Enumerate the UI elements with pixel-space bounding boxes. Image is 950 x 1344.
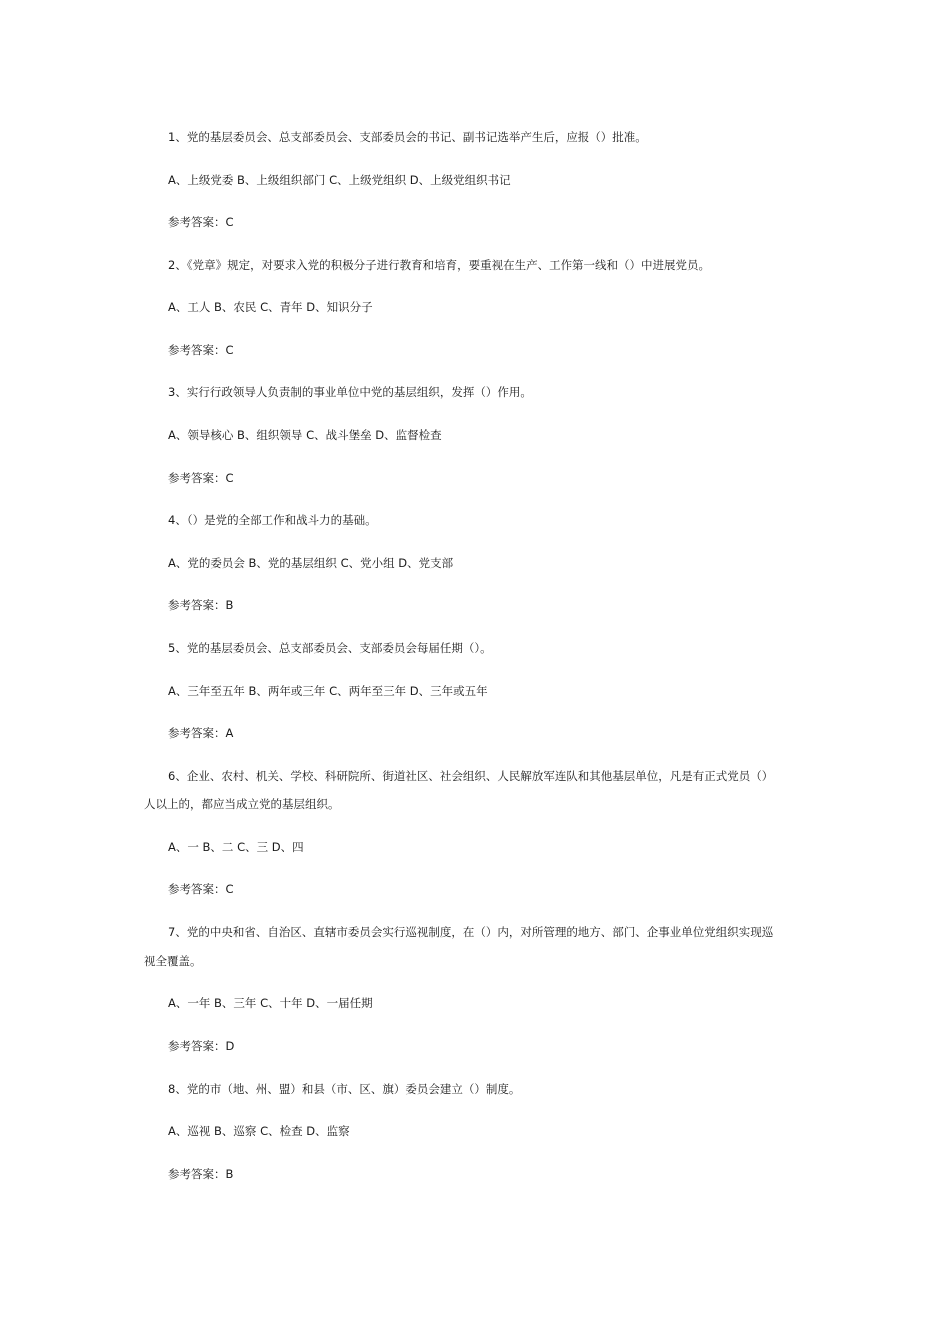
question-answer: 参考答案：D [168,1039,235,1053]
question-text: 8、党的市（地、州、盟）和县（市、区、旗）委员会建立（）制度。 [168,1082,521,1096]
question-answer: 参考答案：C [168,343,234,357]
question-text-continued: 视全覆盖。 [144,954,202,968]
question-answer: 参考答案：C [168,882,234,896]
question-options: A、巡视 B、巡察 C、检查 D、监察 [168,1124,350,1138]
question-options: A、一 B、二 C、三 D、四 [168,840,304,854]
question-text: 5、党的基层委员会、总支部委员会、支部委员会每届任期（）。 [168,641,492,655]
question-options: A、领导核心 B、组织领导 C、战斗堡垒 D、监督检查 [168,428,442,442]
question-answer: 参考答案：C [168,471,234,485]
question-answer: 参考答案：A [168,726,234,740]
question-text: 1、党的基层委员会、总支部委员会、支部委员会的书记、副书记选举产生后，应报（）批准。 [168,130,647,144]
question-answer: 参考答案：C [168,215,234,229]
question-options: A、党的委员会 B、党的基层组织 C、党小组 D、党支部 [168,556,454,570]
question-text-continued: 人以上的，都应当成立党的基层组织。 [144,797,340,811]
question-options: A、三年至五年 B、两年或三年 C、两年至三年 D、三年或五年 [168,684,488,698]
question-options: A、上级党委 B、上级组织部门 C、上级党组织 D、上级党组织书记 [168,173,511,187]
question-text: 3、实行行政领导人负责制的事业单位中党的基层组织，发挥（）作用。 [168,385,532,399]
question-text: 4、（）是党的全部工作和战斗力的基础。 [168,513,377,527]
question-text: 7、党的中央和省、自治区、直辖市委员会实行巡视制度，在（）内，对所管理的地方、部门、企事业单位党组织实现巡 [168,925,774,939]
question-answer: 参考答案：B [168,1167,234,1181]
question-text: 6、企业、农村、机关、学校、科研院所、街道社区、社会组织、人民解放军连队和其他基层单位，凡是有正式党员（） [168,769,774,783]
question-answer: 参考答案：B [168,598,234,612]
question-text: 2、《党章》规定，对要求入党的积极分子进行教育和培育，要重视在生产、工作第一线和（）中进展党员。 [168,258,711,272]
question-options: A、一年 B、三年 C、十年 D、一届任期 [168,996,373,1010]
question-options: A、工人 B、农民 C、青年 D、知识分子 [168,300,373,314]
